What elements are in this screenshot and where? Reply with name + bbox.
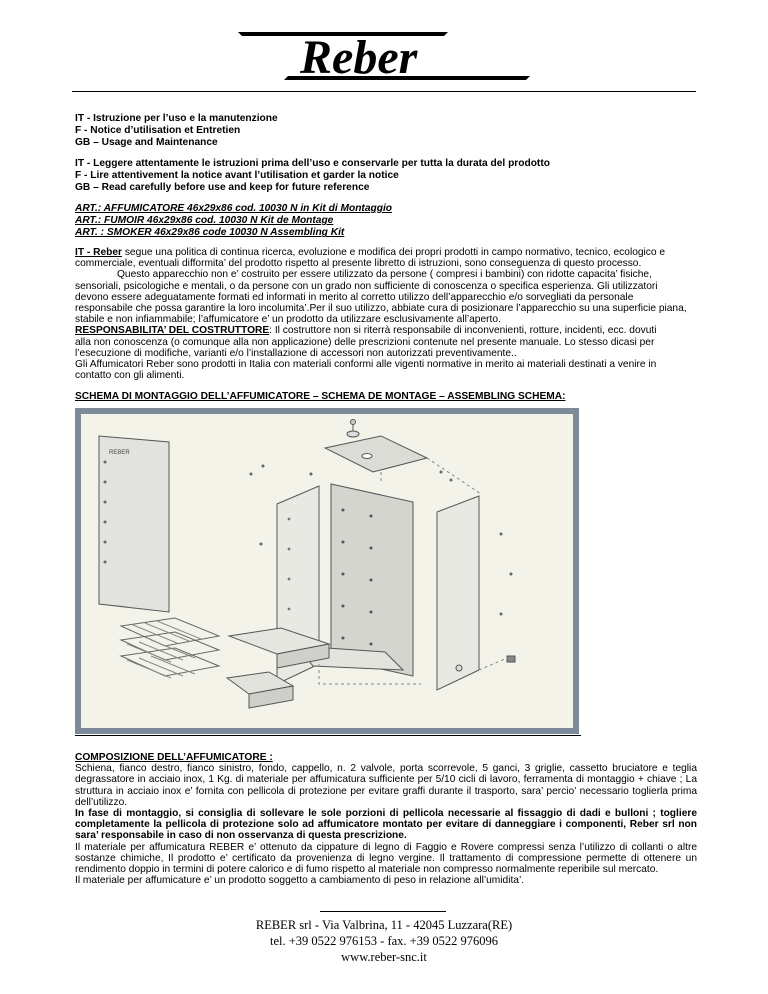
article-list <box>75 203 697 240</box>
exploded-view-drawing <box>81 414 573 728</box>
intro-line-1: segue una politica di continua ricerca, evoluzione e modifica dei propri prodotti in campo normativo, tecnico, ecologico e <box>121 247 666 258</box>
responsibility-label: RESPONSABILITA’ DEL COSTRUTTORE <box>75 325 270 337</box>
door-panel <box>99 436 169 612</box>
footer-website: www.reber-snc.it <box>341 950 427 964</box>
grills <box>121 618 219 678</box>
article-fr: ART.: FUMOIR 46x29x86 cod. 10030 N Kit de Montage <box>75 215 334 227</box>
header-divider <box>72 91 696 92</box>
intro-label: IT - Reber <box>75 247 122 258</box>
door-plate-text: REBER <box>109 450 130 456</box>
footer-company: REBER srl - Via Valbrina, 11 - 42045 Luzzara(RE) <box>255 918 513 932</box>
responsibility-line-2: alla non conoscenza (o comunque alla non applicazione) delle prescrizioni contenute nel presente manuale. Lo stesso dicasi per <box>75 336 655 348</box>
smoking-material-info: Il materiale per affumicatura REBER e’ ottenuto da cippature di legno di Faggio e Rovere compressi senza l’utilizzo di collanti o altre sostanze chimiche, Il prodotto e’ certificato da provenienza di legno vergine. Il trattamento di compressione permette di ottenere un rendimento doppio in termini di potere calorico e di fumo rispetto al materiale non compresso normalmente reperibile sul mercato. <box>75 841 697 876</box>
intro-line-7: stabile e non infiammabile; l’affumicatore e’ un prodotto da utilizzare esclusivamente all’aperto. <box>75 314 501 326</box>
warning-fr: F - Lire attentivement la notice avant l’utilisation et garder la notice <box>75 170 399 182</box>
material-weight-note: Il materiale per affumicature e’ un prodotto soggetto a cambiamento di peso in relazione all’umidita’. <box>75 875 525 887</box>
article-gb: ART. : SMOKER 46x29x86 code 10030 N Assembling Kit <box>75 227 345 239</box>
schema-title: SCHEMA DI MONTAGGIO DELL’AFFUMICATORE – SCHEMA DE MONTAGE – ASSEMBLING SCHEMA: <box>75 391 566 402</box>
language-list <box>75 113 697 150</box>
intro-line-5: devono essere adeguatamente formati ed informati in merito al corretto utilizzo dell’apparecchio e/o sorvegliati da personale <box>75 291 634 303</box>
lang-gb: GB – Usage and Maintenance <box>75 137 218 149</box>
composition-section <box>75 752 697 886</box>
responsibility-line-1: : Il costruttore non si riterrà responsabile di inconvenienti, rotture, incidenti, ecc. dovuti <box>269 325 657 337</box>
composition-body: Schiena, fianco destro, fianco sinistro, fondo, cappello, n. 2 valvole, porta scorrevole, 5 ganci, 3 griglie, cassetto bruciatore e teglia degrassatore in acciaio inox, 1 Kg. di materiale per affumicatura sufficiente per 5/10 cicli di lavoro, ferramenta di montaggio + chiave ; La struttura in acciaio inox e’ fornita con pellicola di protezione per evitare graffi durante il trasporto, sara’ percio’ necessario toglierla prima dell’utilizzo. <box>75 763 697 808</box>
footer-divider <box>320 911 446 912</box>
intro-line-4: sensoriali, psicologiche e mentali, o da persone con un grado non sufficiente di conoscenza o specifica esperienza. Gli utilizzatori <box>75 280 658 292</box>
composition-title: COMPOSIZIONE DELL’AFFUMICATORE : <box>75 752 273 763</box>
assembly-diagram <box>75 408 579 734</box>
intro-line-6: responsabile che possa garantire la loro incolumita’.Per il suo utilizzo, abbiate cura di posizionare l’apparecchio su una superficie piana, <box>75 303 687 315</box>
logo-text: Reber <box>300 31 418 84</box>
warning-gb: GB – Read carefully before use and keep for future reference <box>75 182 370 194</box>
lang-it: IT - Istruzione per l’uso e la manutenzione <box>75 113 278 124</box>
footer-phone: tel. +39 0522 976153 - fax. +39 0522 976096 <box>270 934 498 948</box>
article-it: ART.: AFFUMICATORE 46x29x86 cod. 10030 N in Kit di Montaggio <box>75 203 392 214</box>
made-in-italy-line-1: Gli Affumicatori Reber sono prodotti in Italia con materiali conformi alle vigenti normative in merito ai materiali destinati a venire in <box>75 359 657 371</box>
lang-fr: F - Notice d’utilisation et Entretien <box>75 125 241 137</box>
made-in-italy-line-2: contatto con gli alimenti. <box>75 370 185 382</box>
intro-line-3: Questo apparecchio non e’ costruito per essere utilizzato da persone ( compresi i bambini) con ridotte capacita’ fisiche, <box>117 269 652 281</box>
back-panel <box>331 484 413 676</box>
warning-it: IT - Leggere attentamente le istruzioni prima dell’uso e conservarle per tutta la durata del prodotto <box>75 158 550 169</box>
assembly-advice: In fase di montaggio, si consiglia di sollevare le sole porzioni di pellicola necessarie al fissaggio di dadi e bulloni ; togliere completamente la pellicola di protezione solo ad affumicatore montato per evitare di danneggiare i componenti, Reber srl non sara’ responsabile in caso di non osservanza di questa prescrizione. <box>75 808 697 842</box>
intro-section <box>75 247 697 381</box>
responsibility-line-3: l’esecuzione di modifiche, varianti e/o l’installazione di accessori non autorizzati preventivamente.. <box>75 347 517 359</box>
read-warnings <box>75 158 697 195</box>
figure-rule <box>75 735 581 736</box>
top-cap <box>325 420 427 473</box>
right-side-panel <box>437 496 515 690</box>
reber-logo <box>238 26 538 86</box>
intro-line-2: commerciale, eventuali difformita’ del prodotto rispetto al presente libretto di istruzioni, sono conseguenza di questo processo. <box>75 258 642 270</box>
footer <box>0 917 768 965</box>
